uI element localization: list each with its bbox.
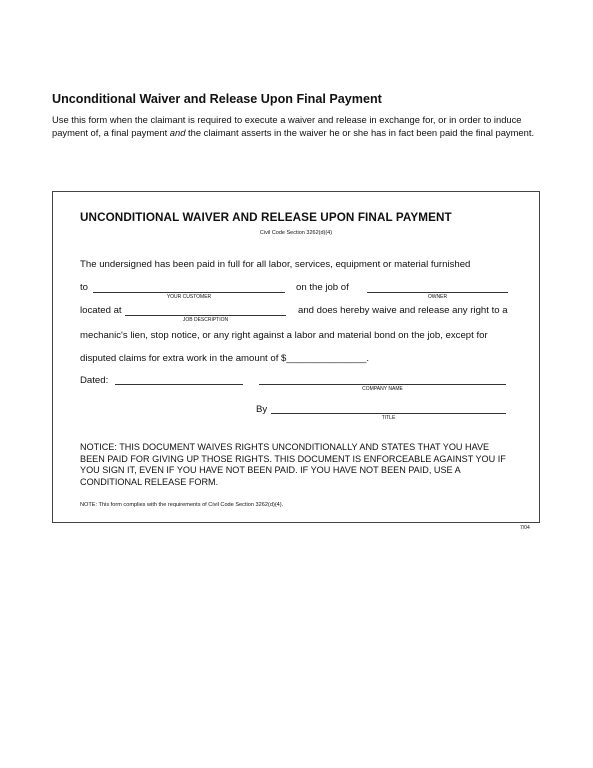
date-field[interactable]: [115, 384, 243, 385]
to-label: to: [80, 282, 89, 293]
owner-field[interactable]: [367, 292, 508, 293]
paragraph-line-4: mechanic's lien, stop notice, or any right against a labor and material bond on the job, except for: [80, 330, 488, 341]
dated-label: Dated:: [80, 375, 109, 386]
waiver-form: [52, 191, 540, 523]
intro-text-before: Use this form when the claimant is required to execute a waiver and release in exchange for, or in order to induce payment of, a final payment: [52, 114, 522, 138]
located-at-label: located at: [80, 305, 122, 316]
owner-caption: OWNER: [427, 294, 448, 300]
your-customer-caption: YOUR CUSTOMER: [166, 294, 212, 300]
paragraph-line-1: The undersigned has been paid in full for all labor, services, equipment or material furnished: [80, 259, 471, 270]
by-label: By: [256, 404, 268, 415]
code-reference: Civil Code Section 3262(d)(4): [259, 230, 333, 236]
title-caption: TITLE: [381, 415, 396, 421]
disputed-claims-line: disputed claims for extra work in the amount of $_______________.: [80, 353, 370, 364]
company-name-caption: COMPANY NAME: [362, 386, 403, 392]
intro-emphasis: and: [169, 126, 186, 138]
intro-text-after: the claimant asserts in the waiver he or she has in fact been paid the final payment.: [185, 126, 535, 138]
job-description-field[interactable]: [125, 315, 286, 316]
form-title: UNCONDITIONAL WAIVER AND RELEASE UPON FINAL PAYMENT: [80, 211, 452, 224]
compliance-note: NOTE: This form complies with the requirements of Civil Code Section 3262(d)(4).: [80, 502, 284, 508]
job-description-caption: JOB DESCRIPTION: [182, 317, 229, 323]
waive-text: and does hereby waive and release any right to a: [298, 305, 508, 316]
company-name-field[interactable]: [259, 384, 506, 385]
page-heading: Unconditional Waiver and Release Upon Final Payment: [52, 92, 382, 106]
job-of-label: on the job of: [296, 282, 349, 293]
intro-paragraph: [52, 114, 552, 139]
customer-field[interactable]: [93, 292, 285, 293]
form-number: 7/04: [520, 525, 530, 531]
signature-field[interactable]: [271, 413, 506, 414]
notice-text: NOTICE: THIS DOCUMENT WAIVES RIGHTS UNCONDITIONALLY AND STATES THAT YOU HAVE BEEN PAID FOR GIVING UP THOSE RIGHTS. THIS DOCUMENT IS ENFORCEABLE AGAINST YOU IF YOU SIGN IT, EVEN IF YOU HAVE NOT BEEN PAID. IF YOU HAVE NOT BEEN PAID, USE A CONDITIONAL RELEASE FORM.: [80, 442, 506, 487]
